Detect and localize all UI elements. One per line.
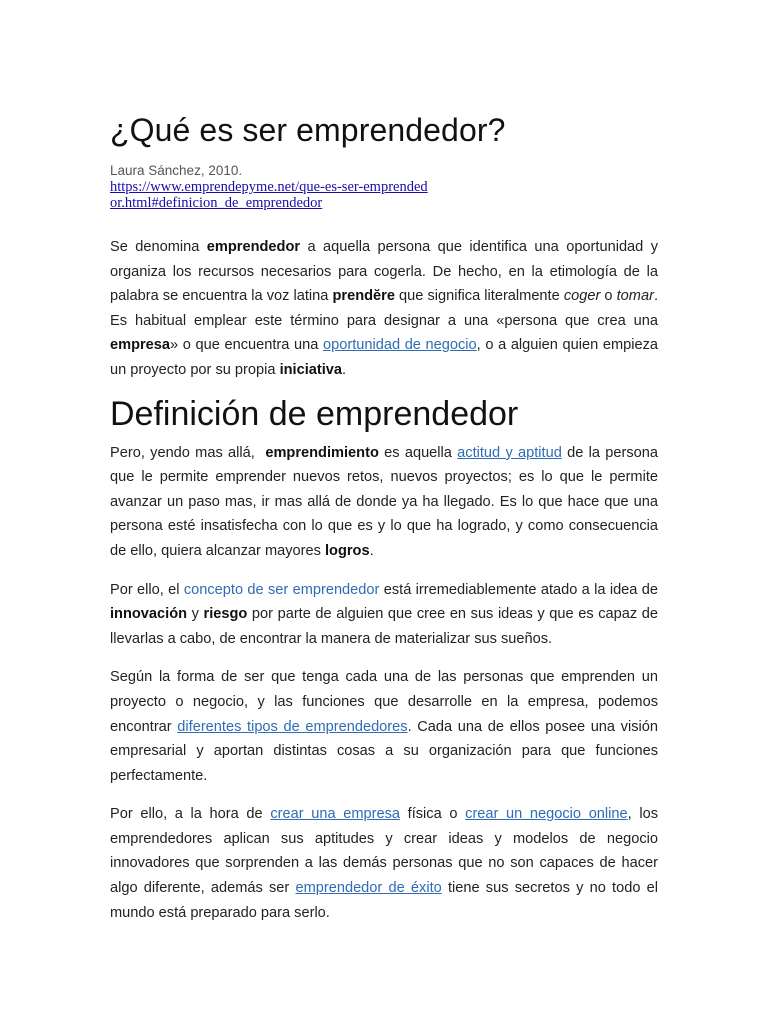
- bold-term: riesgo: [203, 606, 248, 623]
- paragraph-emprendimiento: [110, 441, 658, 564]
- bold-term: empresa: [110, 337, 171, 354]
- text-run: o: [600, 288, 617, 305]
- paragraph-tipos: [110, 665, 658, 788]
- author-line: Laura Sánchez, 2010.: [110, 163, 243, 178]
- section-heading: Definición de emprendedor: [110, 394, 519, 433]
- italic-term: tomar: [616, 288, 654, 305]
- text-run: es aquella: [378, 444, 458, 461]
- text-run: .: [342, 361, 347, 378]
- text-run: que significa literalmente: [394, 288, 564, 305]
- text-run: . Cada una de ellos posee una visión empresarial y aportan distintas cosas a su organización para que funciones perfectamente.: [110, 718, 658, 784]
- link-emprendedor-de-exito[interactable]: emprendedor de éxito: [295, 880, 442, 897]
- link-actitud-y-aptitud[interactable]: actitud y aptitud: [457, 444, 562, 461]
- source-link[interactable]: https://www.emprendepyme.net/que-es-ser-emprendedor.html#definicion_de_emprendedor: [110, 179, 428, 211]
- text-run: Por ello, a la hora de: [110, 806, 271, 823]
- paragraph-definition-intro: [110, 235, 658, 383]
- text-run: está irremediablemente atado a la idea de: [379, 581, 658, 598]
- text-run: . Es habitual emplear este término para designar a una «persona que crea una: [110, 288, 658, 329]
- text-run: , los emprendedores aplican sus aptitudes y crear ideas y modelos de negocio innovadores que sorprenden a las demás personas que no son capaces de hacer algo diferente, además ser: [110, 806, 659, 897]
- text-run: Pero, yendo mas allá,: [110, 444, 266, 461]
- text-run: tiene sus secretos y no todo el mundo está preparado para serlo.: [110, 880, 658, 921]
- text-run: Por ello, el: [110, 581, 184, 598]
- page-title: ¿Qué es ser emprendedor?: [110, 112, 506, 148]
- document-page: [110, 110, 658, 925]
- text-run: a aquella persona que identifica una oportunidad y organiza los recursos necesarios para cogerla. De hecho, en la etimología de la palabra se encuentra la voz latina: [110, 239, 659, 305]
- bold-term: emprendimiento: [265, 444, 379, 461]
- bold-term: innovación: [110, 606, 188, 623]
- link-oportunidad-de-negocio[interactable]: oportunidad de negocio: [322, 337, 477, 354]
- text-run: Se denomina: [110, 239, 207, 255]
- text-run: por parte de alguien que cree en sus ideas y que es capaz de llevarlas a cabo, de encontrar la manera de materializar sus sueños.: [110, 606, 659, 647]
- bold-term: emprendedor: [206, 239, 301, 255]
- keyword-concepto-emprendedor: concepto de ser emprendedor: [183, 581, 380, 598]
- text-run: y: [187, 606, 204, 623]
- text-run: » o que encuentra una: [170, 337, 323, 354]
- text-run: de la persona que le permite emprender nuevos retos, nuevos proyectos; es lo que le permite avanzar un paso mas, ir mas allá de donde ya ha llegado. Es lo que hace que una persona esté insatisfecha con lo que es y lo que ha logrado, y como consecuencia de ello, quiera alcanzar mayores: [110, 444, 658, 559]
- paragraph-crear-empresa: [110, 802, 658, 925]
- link-diferentes-tipos[interactable]: diferentes tipos de emprendedores: [177, 718, 408, 735]
- italic-term: coger: [563, 288, 601, 305]
- text-run: Según la forma de ser que tenga cada una de las personas que emprenden un proyecto o negocio, y las funciones que desarrolle en la empresa, podemos encontrar: [110, 669, 658, 735]
- link-crear-negocio-online[interactable]: crear un negocio online: [465, 806, 628, 823]
- bold-term: prendĕre: [332, 288, 395, 305]
- paragraph-concepto: [110, 578, 658, 652]
- text-run: , o a alguien quien empieza un proyecto por su propia: [110, 337, 658, 378]
- bold-term: logros: [324, 542, 370, 559]
- bold-term: iniciativa: [279, 361, 343, 378]
- text-run: física o: [400, 806, 466, 823]
- text-run: .: [369, 542, 374, 559]
- link-crear-una-empresa[interactable]: crear una empresa: [270, 806, 400, 823]
